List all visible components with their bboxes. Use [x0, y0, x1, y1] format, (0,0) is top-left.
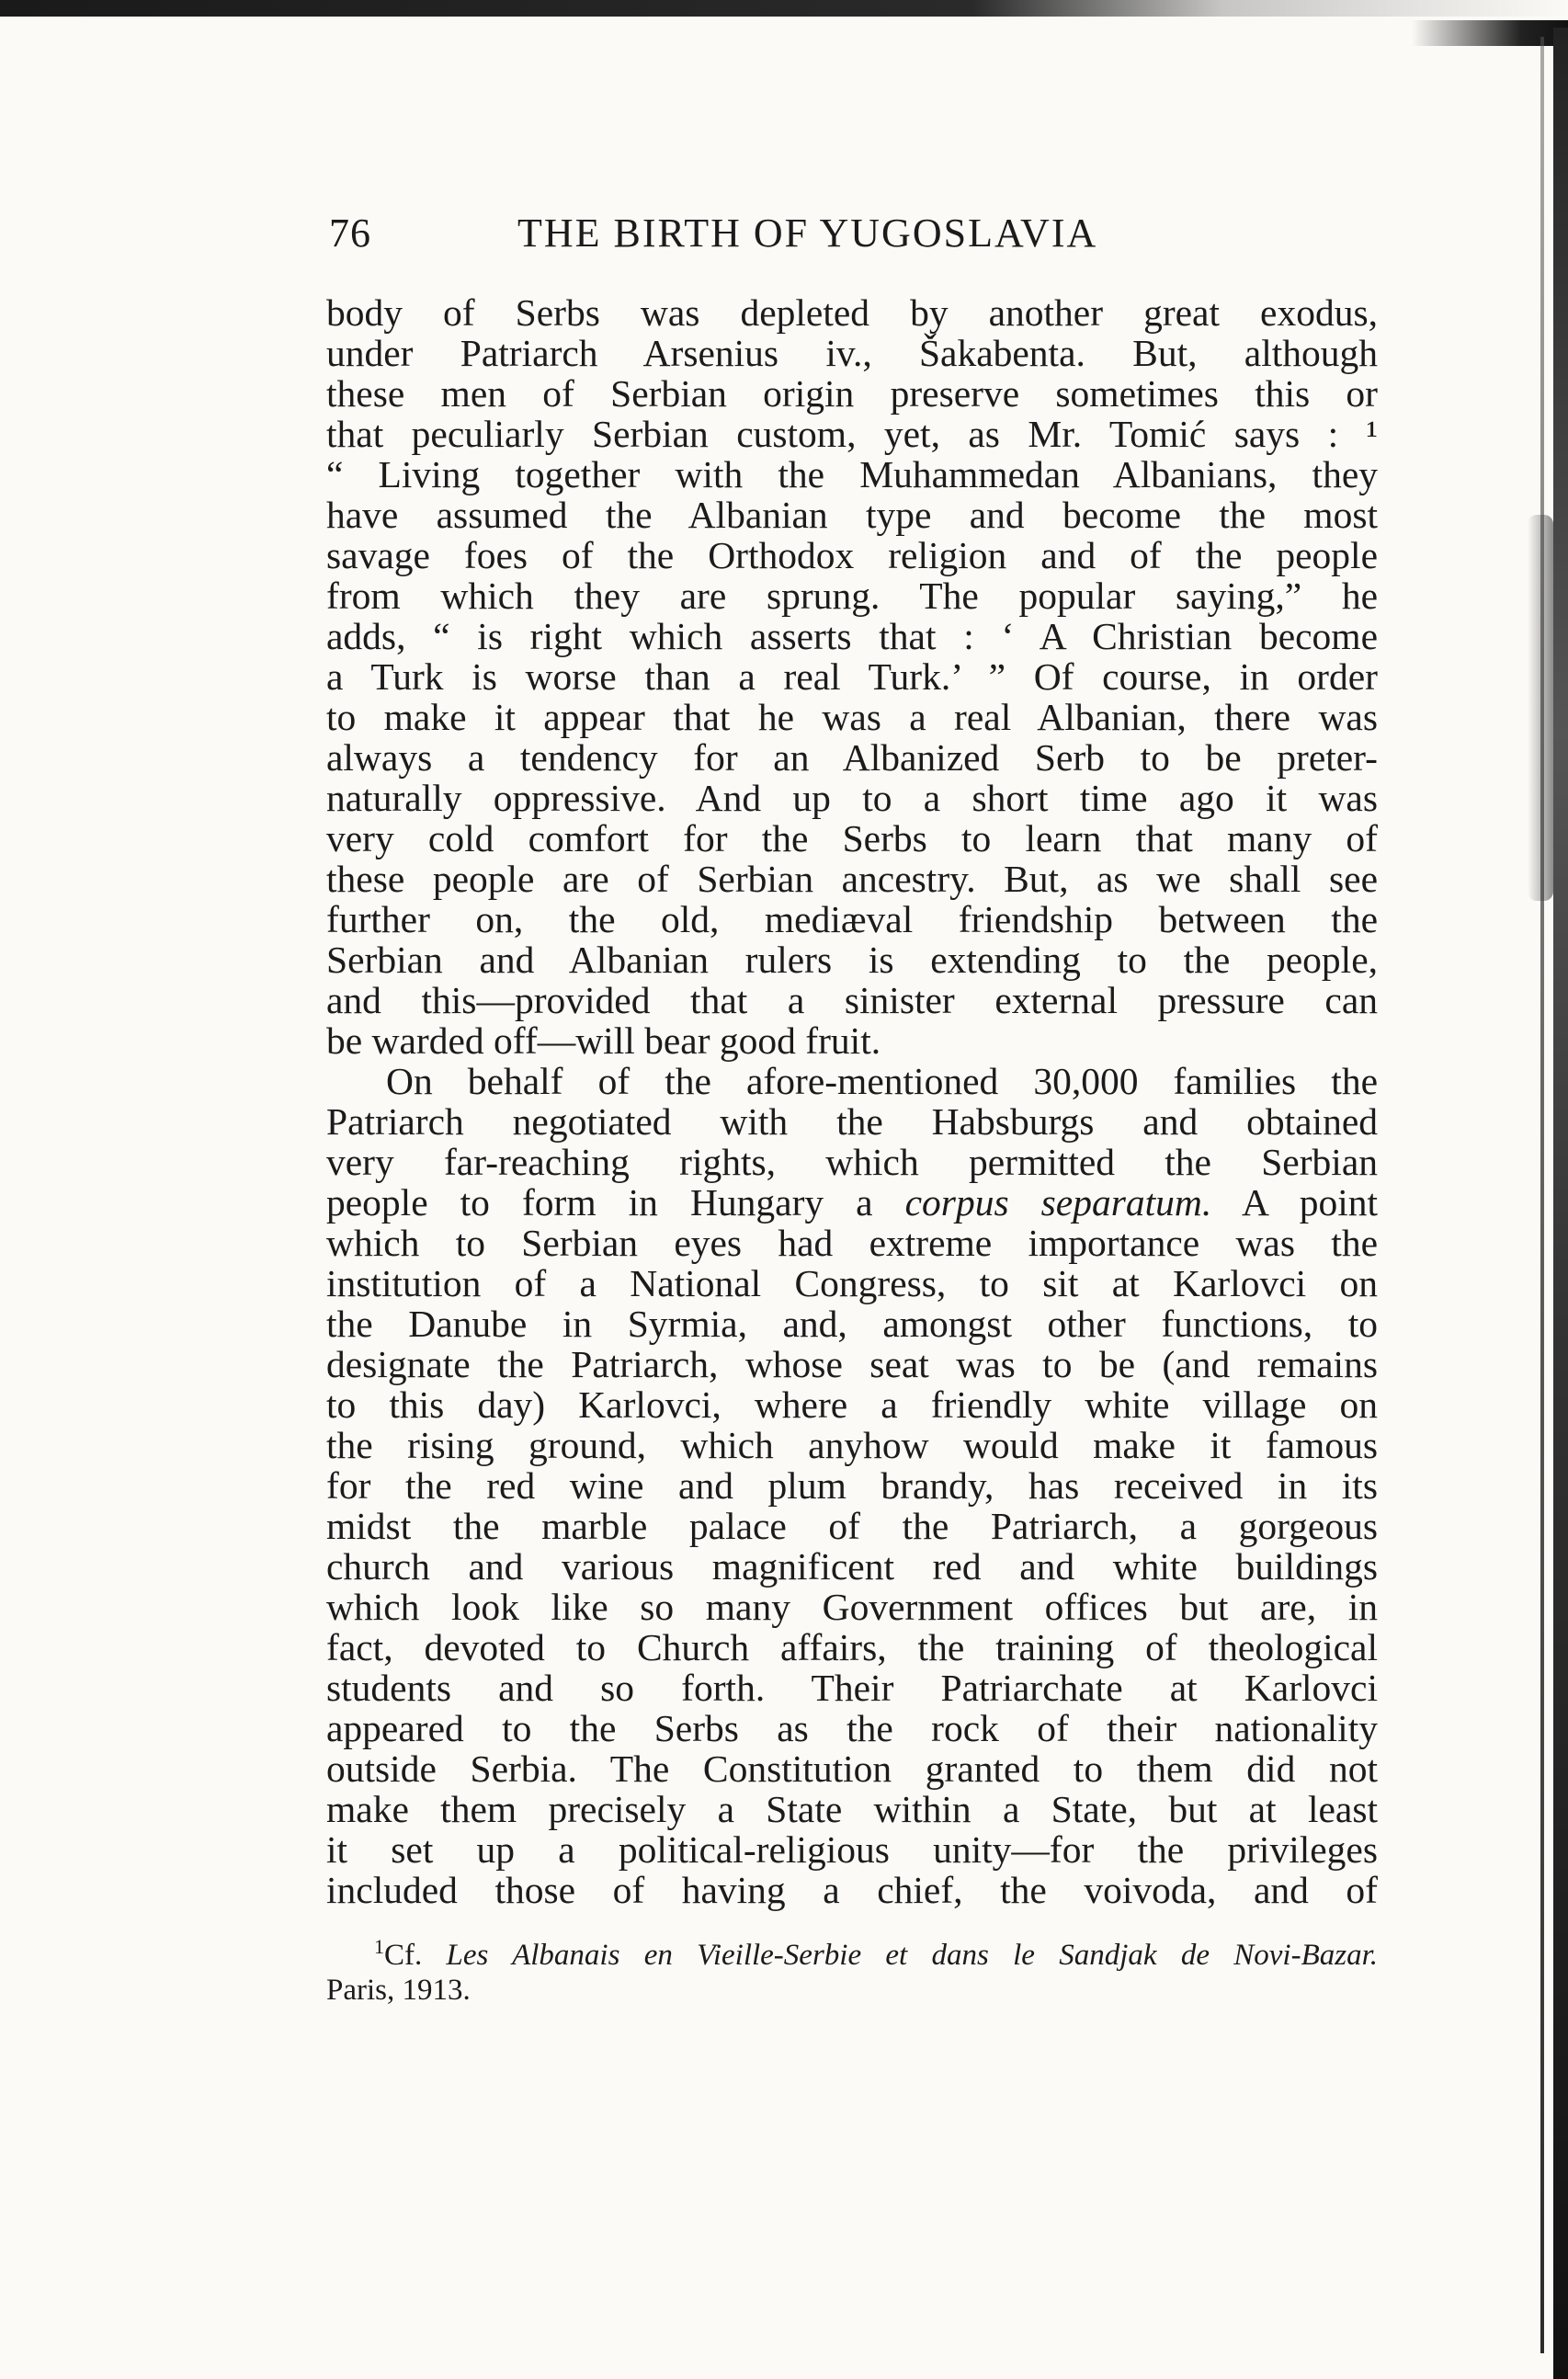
text-line: to this day) Karlovci, where a friendly white village on: [326, 1383, 1378, 1426]
text-line: for the red wine and plum brandy, has received in its: [326, 1464, 1378, 1507]
text-span: A point: [1241, 1181, 1378, 1224]
text-line: outside Serbia. The Constitution granted to them did not: [326, 1747, 1378, 1790]
text-line: have assumed the Albanian type and become the most: [326, 494, 1378, 536]
text-line: Patriarch negotiated with the Habsburgs and obtained: [326, 1100, 1378, 1143]
text-line: from which they are sprung. The popular saying,” he: [326, 575, 1378, 617]
text-line: very far-reaching rights, which permitted the Serbian: [326, 1141, 1378, 1183]
text-line: the Danube in Syrmia, and, amongst other functions, to: [326, 1303, 1378, 1345]
text-line: which to Serbian eyes had extreme importance was the: [326, 1222, 1378, 1264]
text-line: always a tendency for an Albanized Serb to be preter-: [326, 736, 1378, 779]
text-line: that peculiarly Serbian custom, yet, as Mr. Tomić says : ¹: [326, 413, 1378, 455]
text-line: these people are of Serbian ancestry. But, as we shall see: [326, 858, 1378, 900]
footnote-marker: 1: [374, 1935, 384, 1958]
scan-edge-right-inner: [1540, 37, 1544, 2353]
page-number: 76: [329, 211, 371, 256]
text-line: a Turk is worse than a real Turk.’ ” Of course, in order: [326, 655, 1378, 698]
text-span: people to form in Hungary a: [326, 1181, 873, 1224]
scan-edge-top: [0, 0, 1568, 17]
scan-edge-right: [1553, 28, 1568, 2379]
text-line: fact, devoted to Church affairs, the training of theological: [326, 1626, 1378, 1668]
footnote-line: [326, 1935, 1379, 1973]
text-line: adds, “ is right which asserts that : ‘ A Christian become: [326, 615, 1378, 657]
text-line: church and various magnificent red and white buildings: [326, 1545, 1378, 1588]
text-line: further on, the old, mediæval friendship between the: [326, 898, 1378, 940]
footnote-title: Les Albanais en Vieille-Serbie et dans le Sandjak de Novi-Bazar.: [446, 1939, 1379, 1972]
text-line: institution of a National Congress, to sit at Karlovci on: [326, 1262, 1378, 1304]
text-line-with-italic: [326, 1182, 1378, 1223]
text-line: which look like so many Government offices but are, in: [326, 1586, 1378, 1628]
text-line: to make it appear that he was a real Albanian, there was: [326, 696, 1378, 738]
text-line: savage foes of the Orthodox religion and of the people: [326, 534, 1378, 576]
text-line: naturally oppressive. And up to a short time ago it was: [326, 777, 1378, 819]
footnote: [326, 1935, 1379, 2008]
text-line: under Patriarch Arsenius iv., Šakabenta. But, although: [326, 332, 1378, 374]
footnote-place-date: Paris, 1913.: [326, 1974, 471, 2007]
text-line: students and so forth. Their Patriarchate at Karlovci: [326, 1667, 1378, 1709]
scan-shadow: [1528, 515, 1553, 901]
body-text: [326, 292, 1378, 1910]
text-line: make them precisely a State within a State, but at least: [326, 1788, 1378, 1830]
text-line: be warded off—will bear good fruit.: [326, 1019, 881, 1062]
text-line: On behalf of the afore-mentioned 30,000 families the: [386, 1060, 1378, 1102]
text-line: Serbian and Albanian rulers is extending to the people,: [326, 939, 1378, 981]
running-head: [329, 210, 1193, 263]
running-title: THE BIRTH OF YUGOSLAVIA: [517, 211, 1098, 256]
text-line: very cold comfort for the Serbs to learn that many of: [326, 817, 1378, 859]
text-line: the rising ground, which anyhow would make it famous: [326, 1424, 1378, 1466]
text-line: appeared to the Serbs as the rock of their nationality: [326, 1707, 1378, 1749]
text-line: midst the marble palace of the Patriarch, a gorgeous: [326, 1505, 1378, 1547]
text-line: it set up a political-religious unity—for the privileges: [326, 1828, 1378, 1871]
scan-edge-top-right: [1412, 20, 1568, 46]
text-line: designate the Patriarch, whose seat was to be (and remains: [326, 1343, 1378, 1385]
text-line: included those of having a chief, the voivoda, and of: [326, 1869, 1378, 1911]
text-line: “ Living together with the Muhammedan Albanians, they: [326, 453, 1378, 495]
text-line: body of Serbs was depleted by another great exodus,: [326, 291, 1378, 334]
footnote-prefix: Cf.: [384, 1939, 423, 1972]
text-line: and this—provided that a sinister external pressure can: [326, 979, 1378, 1021]
text-line: these men of Serbian origin preserve sometimes this or: [326, 372, 1378, 415]
italic-phrase: corpus separatum.: [904, 1181, 1212, 1224]
